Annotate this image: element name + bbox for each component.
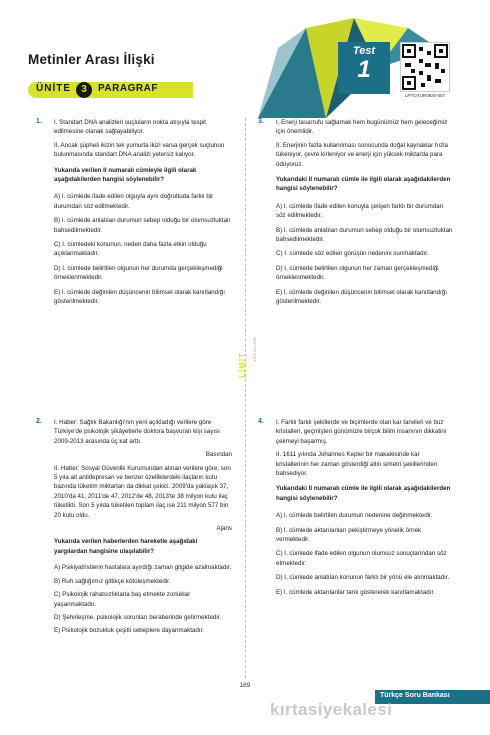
answer-option-c[interactable]: C) I. cümlede ifade edilen olgunun olumsuz sonuçlarından söz etmektedir. (276, 550, 447, 567)
source-label: Basından (205, 451, 232, 459)
answer-option-d[interactable]: D) I. cümlede anlatılan konunun farklı bir yönü ele alınmaktadır. (276, 574, 450, 582)
section-label: PARAGRAF (98, 83, 158, 94)
answer-option-b[interactable]: B) I. cümlede aktarılanları pekiştirmeye yönelik örnek vermektedir. (276, 526, 422, 544)
answer-option-a[interactable]: A) I. cümlede ifade edilen olguyla aynı doğrultuda farklı bir durumdan söz edilmektedir. (54, 193, 214, 210)
series-label: Türkçe Soru Bankası (380, 692, 450, 699)
question-paragraph: II. Haber: Sosyal Güvenlik Kurumundan alınan verilere göre, son 5 yıla ait antidepresan ve benzer özelliklerdeki ilaçların kutu bazında tüketim miktarları da dikkat çekici. 2009'da yaklaşık 37, 2010'da 41, 2011'de 47, 2012'de 48, 2013'te 38 milyon kutu ilaç tüketildi. Son 5 yılda tüketilen toplam ilaç ise 211 milyon 577 bin 20 kutu oldu. (54, 464, 231, 519)
answer-option-a[interactable]: A) Psikiyatristlerin hastalara ayırdığı zaman gitgide azalmaktadır. (54, 564, 232, 572)
answer-option-e[interactable]: E) Psikolojik bozukluk çeşitli sebeplere dayanmaktadır. (54, 627, 204, 635)
answer-option-c[interactable]: C) Psikolojik rahatsızlıklarla baş etmekte zorluklar yaşanmaktadır. (54, 591, 191, 608)
question-prompt: Yukarıda verilen haberlerden hareketle aşağıdaki yargılardan hangisine ulaşılabilir? (54, 538, 198, 555)
answer-option-d[interactable]: D) Şehirleşme, psikolojik sorunları beraberinde getirmektedir. (54, 613, 222, 621)
answer-option-a[interactable]: A) I. cümlede ifade edilen konuyla çelişen farklı bir durumdan söz edilmektedir. (276, 202, 444, 220)
question-number: 1. (36, 118, 42, 125)
watermark: kırtasiyekalesi (270, 700, 393, 719)
question-number: 2. (36, 418, 42, 425)
answer-option-b[interactable]: B) I. cümlede anlatılan durumun sebep olduğu bir olumsuzluktan bahsedilmektedir. (54, 217, 231, 234)
question-3 (258, 118, 454, 307)
test-label: Test (352, 45, 376, 57)
answer-option-a[interactable]: A) I. cümlede belirtilen durumun nedenine değinmektedir. (276, 512, 433, 520)
column-divider (245, 118, 246, 678)
question-prompt: Yukarıdaki II numaralı cümle ile ilgili olarak aşağıdakilerden hangisi söylenebilir? (276, 176, 451, 193)
answer-option-e[interactable]: E) I. cümlede değinilen düşüncenin bilimsel olarak kanıtlandığı gösterilmektedir. (276, 288, 447, 306)
test-number: 1 (357, 56, 371, 83)
answer-option-c[interactable]: C) I. cümlede söz edilen görüşün nedenini sunmaktadır. (276, 250, 429, 258)
question-paragraph: I. Standart DNA analizleri suçluların nokta atışıyla tespit edilmesine olanak sağlayabiliyor. (54, 119, 207, 136)
question-paragraph: I. Farklı farklı şekillerde ve biçimlerde olan kar taneleri ve buz kristalleri, geçmişten günümüze birçok bilim insanının dikkatini çekmeyi başarmış. (276, 419, 447, 445)
answer-option-e[interactable]: E) I. cümlede değinilen düşüncenin bilimsel olarak kanıtlandığı gösterilmektedir. (54, 288, 225, 306)
answer-option-b[interactable]: B) Ruh sağlığımız gittikçe kötüleşmektedir. (54, 577, 171, 585)
question-prompt: Yukarıda verilen II numaralı cümleyle ilgili olarak aşağıdakilerden hangisi söylenebilir? (54, 166, 197, 184)
qr-code-icon (400, 42, 450, 92)
question-prompt: Yukarıdaki II numaralı cümle ile ilgili olarak aşağıdakilerden hangisi söylenebilir? (276, 485, 451, 502)
unite-number-badge: 3 (76, 82, 92, 98)
question-number: 4. (258, 418, 264, 425)
source-label: Ajans (216, 525, 232, 533)
answer-option-b[interactable]: B) I. cümlede anlatılan durumun sebep olduğu bir olumsuzluktan bahsedilmektedir. (276, 226, 453, 244)
qr-caption: LPYOTUR0820-067 (404, 93, 446, 98)
page-title: Metinler Arası İlişki (28, 52, 155, 67)
unite-label: ÜNİTE (36, 83, 71, 94)
publisher-vertical-sublabel: YAYINLARI (252, 336, 257, 362)
answer-option-d[interactable]: D) I. cümlede belirtilen olgunun her zaman gerçekleşmediği örneklenmektedir. (276, 264, 439, 282)
answer-option-e[interactable]: E) I. cümlede aktarılanlar tarık göstererek kanıtlamaktadır. (276, 588, 435, 596)
question-paragraph: I. Haber: Sağlık Bakanlığı'nın yeni açıkladığı verilere göre Türkiye'de psikolojik şikâyetlerle doktora başvuran kişi sayısı 2009-2013 arasında üç kat arttı. (54, 419, 220, 445)
question-2 (36, 418, 232, 636)
question-number: 3. (258, 118, 264, 125)
question-paragraph: II. 1611 yılında Johannes Kepler bir makalesinde kar kristallerinin her zaman gösterdiği altılı simetri şekillerinden bahsediyor. (276, 451, 438, 478)
question-paragraph: II. Enerjinin fazla kullanılması sonucunda doğal kaynaklar hızla tükeniyor, çevre kirleniyor ve enerji için yüksek miktarda para ödüyoruz. (276, 141, 448, 168)
question-paragraph: II. Ancak şüpheli ikizin tek yumurta ikizi varsa gerçek suçlunun bulunmasında standart DNA analizi yetersiz kalıyor. (54, 141, 225, 159)
answer-option-c[interactable]: C) I. cümledeki konunun, neden daha fazla etkin olduğu açıklanmaktadır. (54, 241, 207, 258)
question-1 (36, 118, 232, 307)
question-4 (258, 418, 454, 597)
page-number: 169 (239, 682, 251, 689)
question-paragraph: I. Enerji tasarrufu sağlamak hem bugünümüz hem geleceğimiz için önemlidir. (276, 119, 448, 136)
answer-option-d[interactable]: D) I. cümlede belirtilen olgunun her durumda gerçekleşmediği örneklenmektedir. (54, 264, 223, 282)
publisher-vertical-label: LİMİT (238, 352, 247, 378)
